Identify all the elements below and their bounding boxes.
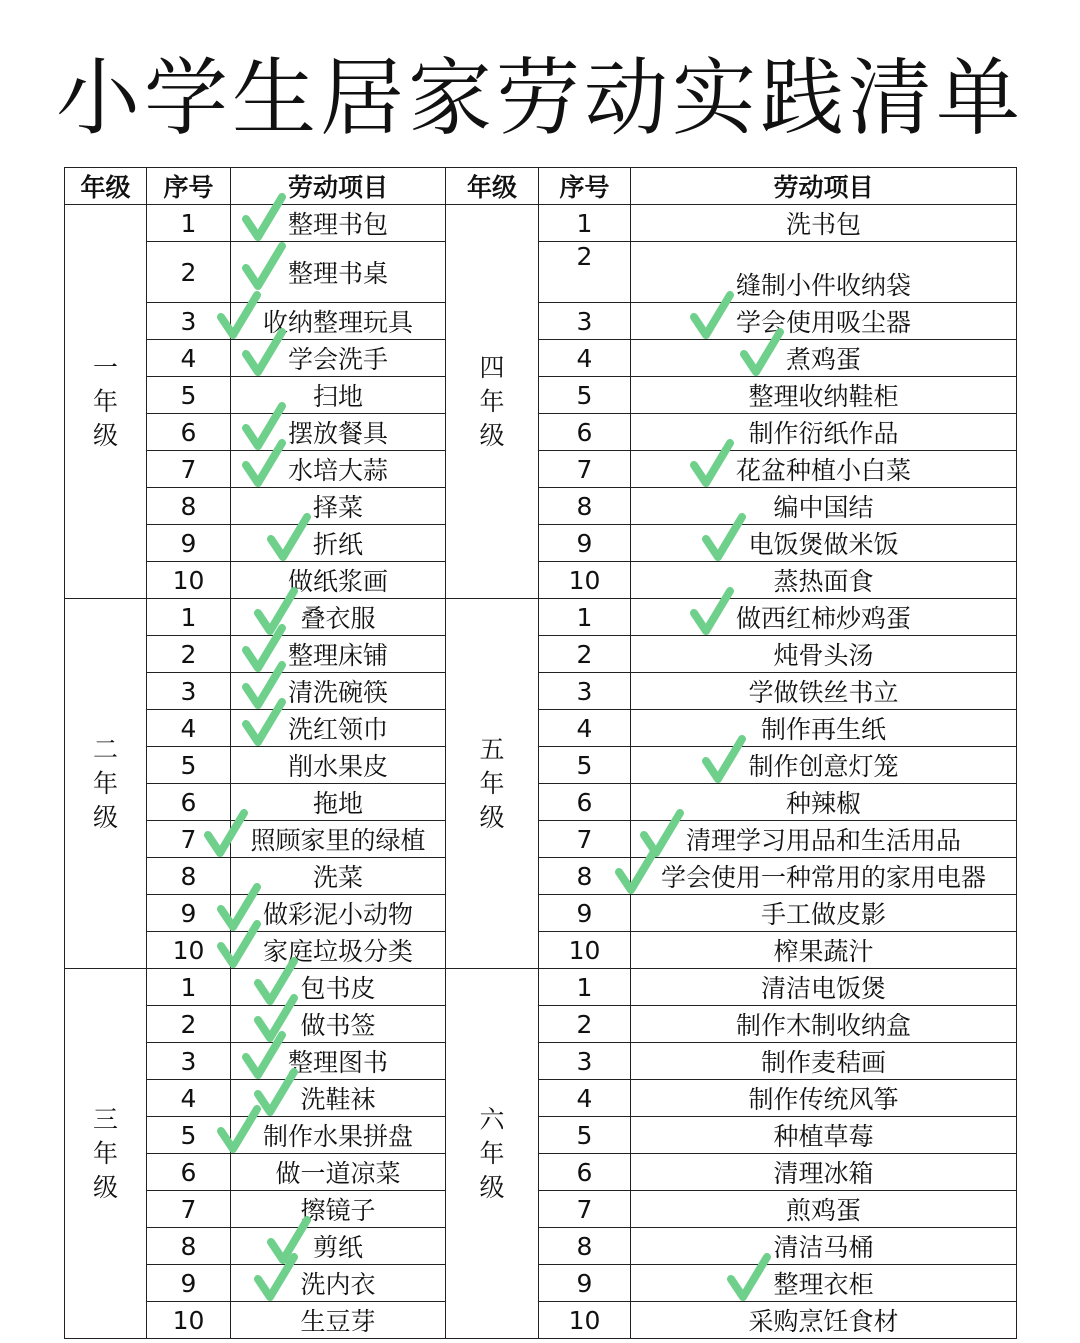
- item-task: 炖骨头汤: [631, 636, 1017, 673]
- item-task: 缝制小件收纳袋: [631, 242, 1017, 303]
- table-row: [65, 747, 1017, 784]
- item-number: 6: [539, 784, 631, 821]
- item-number: 6: [147, 414, 231, 451]
- item-task: 蒸热面食: [631, 562, 1017, 599]
- item-task: 煮鸡蛋: [631, 340, 1017, 377]
- table-row: [65, 340, 1017, 377]
- item-number: 3: [147, 673, 231, 710]
- table-row: [65, 303, 1017, 340]
- item-number: 5: [539, 747, 631, 784]
- table-row: [65, 1302, 1017, 1339]
- item-task: 做书签: [231, 1006, 446, 1043]
- table-row: [65, 932, 1017, 969]
- item-task: 叠衣服: [231, 599, 446, 636]
- table-row: [65, 242, 1017, 303]
- table-row: [65, 636, 1017, 673]
- table-row: [65, 969, 1017, 1006]
- item-task: 洗菜: [231, 858, 446, 895]
- table-row: [65, 1043, 1017, 1080]
- item-number: 4: [539, 1080, 631, 1117]
- item-task: 制作传统风筝: [631, 1080, 1017, 1117]
- item-number: 8: [147, 858, 231, 895]
- item-number: 7: [147, 821, 231, 858]
- item-task: 扫地: [231, 377, 446, 414]
- table-row: [65, 895, 1017, 932]
- item-task: 洗鞋袜: [231, 1080, 446, 1117]
- item-task: 编中国结: [631, 488, 1017, 525]
- item-number: 4: [147, 1080, 231, 1117]
- grade-label-right: 四 年 级: [446, 205, 539, 599]
- item-number: 1: [539, 205, 631, 242]
- item-number: 4: [147, 340, 231, 377]
- item-number: 8: [539, 858, 631, 895]
- item-number: 9: [147, 895, 231, 932]
- grade-label-left: 二 年 级: [65, 599, 147, 969]
- item-task: 学会使用吸尘器: [631, 303, 1017, 340]
- item-number: 4: [539, 710, 631, 747]
- item-number: 7: [147, 451, 231, 488]
- item-task: 擦镜子: [231, 1191, 446, 1228]
- table-row: [65, 710, 1017, 747]
- item-number: 8: [147, 488, 231, 525]
- item-number: 2: [147, 1006, 231, 1043]
- item-number: 7: [539, 1191, 631, 1228]
- item-number: 10: [539, 562, 631, 599]
- item-number: 9: [147, 1265, 231, 1302]
- item-task: 整理图书: [231, 1043, 446, 1080]
- item-task: 整理衣柜: [631, 1265, 1017, 1302]
- item-number: 10: [147, 932, 231, 969]
- item-task: 种辣椒: [631, 784, 1017, 821]
- item-task: 洗书包: [631, 205, 1017, 242]
- item-task: 做西红柿炒鸡蛋: [631, 599, 1017, 636]
- item-number: 3: [539, 303, 631, 340]
- item-task: 学做铁丝书立: [631, 673, 1017, 710]
- item-number: 9: [539, 525, 631, 562]
- item-number: 7: [147, 1191, 231, 1228]
- item-number: 3: [147, 1043, 231, 1080]
- table-row: [65, 562, 1017, 599]
- header-grade-left: 年级: [65, 168, 147, 205]
- table-body: [65, 205, 1017, 1339]
- item-task: 学会使用一种常用的家用电器: [631, 858, 1017, 895]
- page-title: 小学生居家劳动实践清单: [55, 49, 1024, 147]
- item-number: 8: [539, 488, 631, 525]
- item-task: 整理收纳鞋柜: [631, 377, 1017, 414]
- item-task: 制作创意灯笼: [631, 747, 1017, 784]
- item-task: 折纸: [231, 525, 446, 562]
- table-row: [65, 599, 1017, 636]
- item-number: 9: [539, 1265, 631, 1302]
- item-task: 洗内衣: [231, 1265, 446, 1302]
- header-task-right: 劳动项目: [631, 168, 1017, 205]
- item-number: 6: [539, 414, 631, 451]
- item-task: 制作水果拼盘: [231, 1117, 446, 1154]
- item-number: 8: [539, 1228, 631, 1265]
- item-task: 做纸浆画: [231, 562, 446, 599]
- item-task: 摆放餐具: [231, 414, 446, 451]
- item-number: 5: [539, 377, 631, 414]
- item-task: 拖地: [231, 784, 446, 821]
- item-task: 洗红领巾: [231, 710, 446, 747]
- item-task: 择菜: [231, 488, 446, 525]
- item-number: 1: [147, 599, 231, 636]
- item-task: 采购烹饪食材: [631, 1302, 1017, 1339]
- table-row: [65, 525, 1017, 562]
- item-number: 2: [539, 1006, 631, 1043]
- item-number: 6: [539, 1154, 631, 1191]
- item-number: 2: [147, 636, 231, 673]
- table-row: [65, 377, 1017, 414]
- table-row: [65, 205, 1017, 242]
- item-task: 电饭煲做米饭: [631, 525, 1017, 562]
- item-number: 1: [147, 205, 231, 242]
- item-number: 5: [147, 747, 231, 784]
- item-number: 7: [539, 821, 631, 858]
- table-row: [65, 1228, 1017, 1265]
- item-task: 花盆种植小白菜: [631, 451, 1017, 488]
- item-number: 5: [147, 1117, 231, 1154]
- item-task: 包书皮: [231, 969, 446, 1006]
- item-task: 清理学习用品和生活用品: [631, 821, 1017, 858]
- table-row: [65, 1080, 1017, 1117]
- item-task: 种植草莓: [631, 1117, 1017, 1154]
- grade-label-left: 三 年 级: [65, 969, 147, 1339]
- grade-label-left: 一 年 级: [65, 205, 147, 599]
- table-row: [65, 1154, 1017, 1191]
- item-number: 1: [147, 969, 231, 1006]
- item-task: 手工做皮影: [631, 895, 1017, 932]
- item-number: 6: [147, 784, 231, 821]
- item-number: 10: [147, 562, 231, 599]
- item-task: 清理冰箱: [631, 1154, 1017, 1191]
- labor-checklist-table: [64, 167, 1017, 1339]
- item-task: 榨果蔬汁: [631, 932, 1017, 969]
- header-grade-right: 年级: [446, 168, 539, 205]
- table-row: [65, 488, 1017, 525]
- table-row: [65, 784, 1017, 821]
- item-number: 3: [539, 673, 631, 710]
- table-row: [65, 1117, 1017, 1154]
- grade-label-right: 五 年 级: [446, 599, 539, 969]
- table-row: [65, 1191, 1017, 1228]
- item-task: 制作木制收纳盒: [631, 1006, 1017, 1043]
- item-task: 削水果皮: [231, 747, 446, 784]
- item-task: 煎鸡蛋: [631, 1191, 1017, 1228]
- item-task: 整理书桌: [231, 242, 446, 303]
- item-task: 清洗碗筷: [231, 673, 446, 710]
- item-task: 照顾家里的绿植: [231, 821, 446, 858]
- item-task: 家庭垃圾分类: [231, 932, 446, 969]
- item-task: 生豆芽: [231, 1302, 446, 1339]
- item-number: 9: [147, 525, 231, 562]
- item-number: 3: [147, 303, 231, 340]
- item-task: 整理书包: [231, 205, 446, 242]
- item-number: 2: [539, 242, 631, 303]
- table-row: [65, 1006, 1017, 1043]
- item-number: 4: [147, 710, 231, 747]
- item-number: 5: [147, 377, 231, 414]
- item-number: 7: [539, 451, 631, 488]
- item-number: 8: [147, 1228, 231, 1265]
- header-no-left: 序号: [147, 168, 231, 205]
- item-number: 1: [539, 599, 631, 636]
- item-task: 制作麦秸画: [631, 1043, 1017, 1080]
- item-number: 10: [539, 1302, 631, 1339]
- table-row: [65, 451, 1017, 488]
- item-number: 10: [539, 932, 631, 969]
- item-task: 清洁电饭煲: [631, 969, 1017, 1006]
- item-number: 5: [539, 1117, 631, 1154]
- item-number: 6: [147, 1154, 231, 1191]
- grade-label-right: 六 年 级: [446, 969, 539, 1339]
- table-row: [65, 1265, 1017, 1302]
- item-number: 2: [539, 636, 631, 673]
- item-number: 4: [539, 340, 631, 377]
- item-task: 水培大蒜: [231, 451, 446, 488]
- item-number: 10: [147, 1302, 231, 1339]
- item-task: 剪纸: [231, 1228, 446, 1265]
- item-task: 做一道凉菜: [231, 1154, 446, 1191]
- item-task: 制作再生纸: [631, 710, 1017, 747]
- item-number: 3: [539, 1043, 631, 1080]
- table-row: [65, 414, 1017, 451]
- item-number: 9: [539, 895, 631, 932]
- table-row: [65, 673, 1017, 710]
- item-task: 清洁马桶: [631, 1228, 1017, 1265]
- table-header-row: [65, 168, 1017, 205]
- table-row: [65, 858, 1017, 895]
- item-task: 整理床铺: [231, 636, 446, 673]
- header-no-right: 序号: [539, 168, 631, 205]
- item-number: 2: [147, 242, 231, 303]
- item-number: 1: [539, 969, 631, 1006]
- item-task: 做彩泥小动物: [231, 895, 446, 932]
- table-row: [65, 821, 1017, 858]
- item-task: 制作衍纸作品: [631, 414, 1017, 451]
- item-task: 学会洗手: [231, 340, 446, 377]
- header-task-left: 劳动项目: [231, 168, 446, 205]
- item-task: 收纳整理玩具: [231, 303, 446, 340]
